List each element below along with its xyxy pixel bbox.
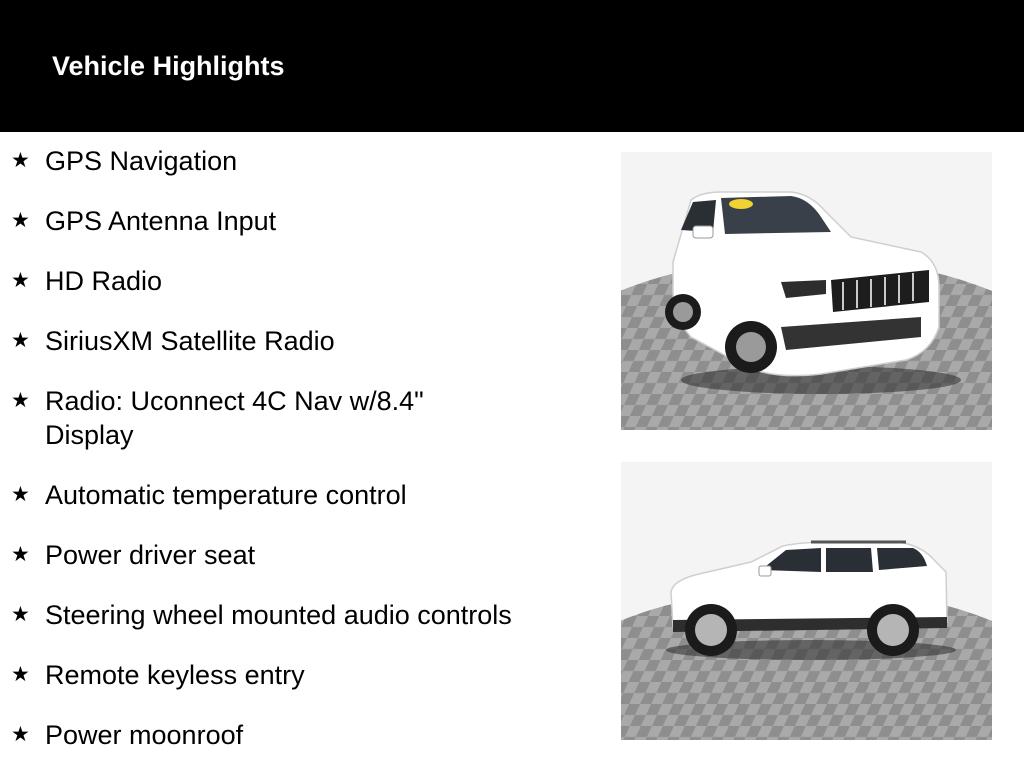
header-bar [0,0,1024,132]
feature-label: HD Radio [45,266,163,296]
feature-item-gps-antenna-input [0,204,485,238]
star-icon: ★ [11,209,30,232]
star-icon: ★ [11,543,30,566]
feature-item-automatic-temperature-control [0,478,485,512]
star-icon: ★ [11,389,30,412]
star-icon: ★ [11,329,30,352]
star-icon: ★ [11,149,30,172]
vehicle-side-profile-photo [621,462,992,740]
feature-label: GPS Antenna Input [45,206,277,236]
feature-item-hd-radio [0,264,485,298]
feature-label: Radio: Uconnect 4C Nav w/8.4" Display [45,386,424,450]
feature-item-power-driver-seat [0,538,485,572]
feature-item-siriusxm-radio [0,324,485,358]
feature-label: SiriusXM Satellite Radio [45,326,335,356]
page-title: Vehicle Highlights [52,51,285,81]
feature-item-remote-keyless-entry [0,658,485,692]
feature-item-steering-wheel-audio-controls [0,598,585,632]
feature-label: GPS Navigation [45,146,238,176]
star-icon: ★ [11,723,30,746]
feature-label: Power driver seat [45,540,256,570]
star-icon: ★ [11,269,30,292]
star-icon: ★ [11,663,30,686]
vehicle-front-three-quarter-photo [621,152,992,430]
feature-label: Steering wheel mounted audio controls [45,600,512,630]
feature-label: Automatic temperature control [45,480,407,510]
feature-item-power-moonroof [0,718,485,752]
feature-item-gps-navigation [0,144,485,178]
star-icon: ★ [11,483,30,506]
feature-label: Power moonroof [45,720,244,750]
feature-label: Remote keyless entry [45,660,305,690]
feature-list [0,144,600,778]
star-icon: ★ [11,603,30,626]
feature-item-uconnect-radio [0,384,485,452]
